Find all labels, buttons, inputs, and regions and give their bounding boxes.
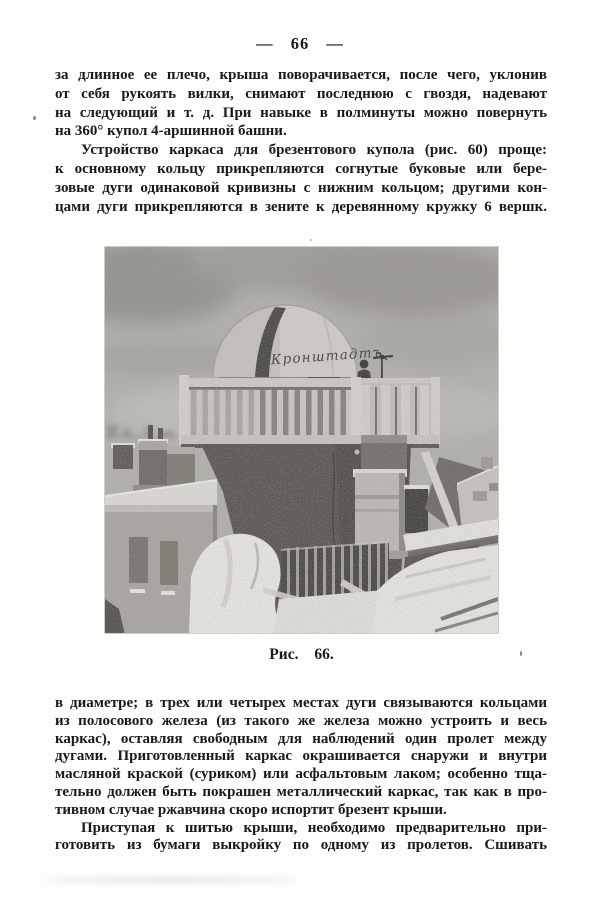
photo-grain-overlay-light [105,247,498,633]
scan-speckle [33,116,36,120]
text-line: Устройство каркаса для брезентового купола (рис. 60) проще: [81,142,547,159]
text-line: за длинное ее плечо, крыша поворачивается, после чего, уклонив [55,67,547,83]
scan-speckle [310,239,312,241]
text-line: от себя рукоять вилки, снимают последнюю с гвоздя, надевают [55,85,547,102]
lower-text-block [55,695,547,855]
text-line: цами дуги прикрепляются в зените к деревянному кружку 6 вершк. [55,198,547,215]
text-line: тельно должен быть покрашен металлический каркас, так как в про- [55,783,547,800]
text-line: готовить из бумаги выкройку по одному из пролетов. Сшивать [55,837,547,854]
text-line: Приступая к шитью крыши, необходимо предварительно при- [81,819,547,836]
upper-text-block [55,66,547,216]
scan-speckle [520,651,522,656]
text-line: в диаметре; в трех или четырех местах дуги связываются кольцами [55,695,547,711]
text-line: из полосового железа (из такого же железа можно устроить и весь [55,712,547,729]
text-line: каркас), оставляя свободным для наблюдений один пролет между [55,730,547,747]
photo-illustration [105,247,498,633]
figure-caption: Рис. 66. [269,646,334,663]
text-line: дугами. Приготовленный каркас окрашивается снаружи и внутри [55,748,547,765]
text-line: зовые дуги одинаковой кривизны с нижним кольцом; другими кон- [55,179,547,196]
text-line: тивном случае ржавчина скоро испортит брезент крыши. [55,801,447,818]
text-line: масляной краской (суриком) или асфальтовым лаком; особенно тща- [55,766,547,783]
page-number-header: — 66 — [256,34,344,53]
text-line: к основному кольцу прикрепляются согнутые буковые или бере- [55,160,547,177]
scan-smudge [45,876,295,884]
text-line: на 360° купол 4-аршинной башни. [55,123,287,140]
text-line: на следующий и т. д. При навыке в полминуты можно повернуть [55,104,547,121]
figure-photo-observatory-dome [105,247,498,633]
